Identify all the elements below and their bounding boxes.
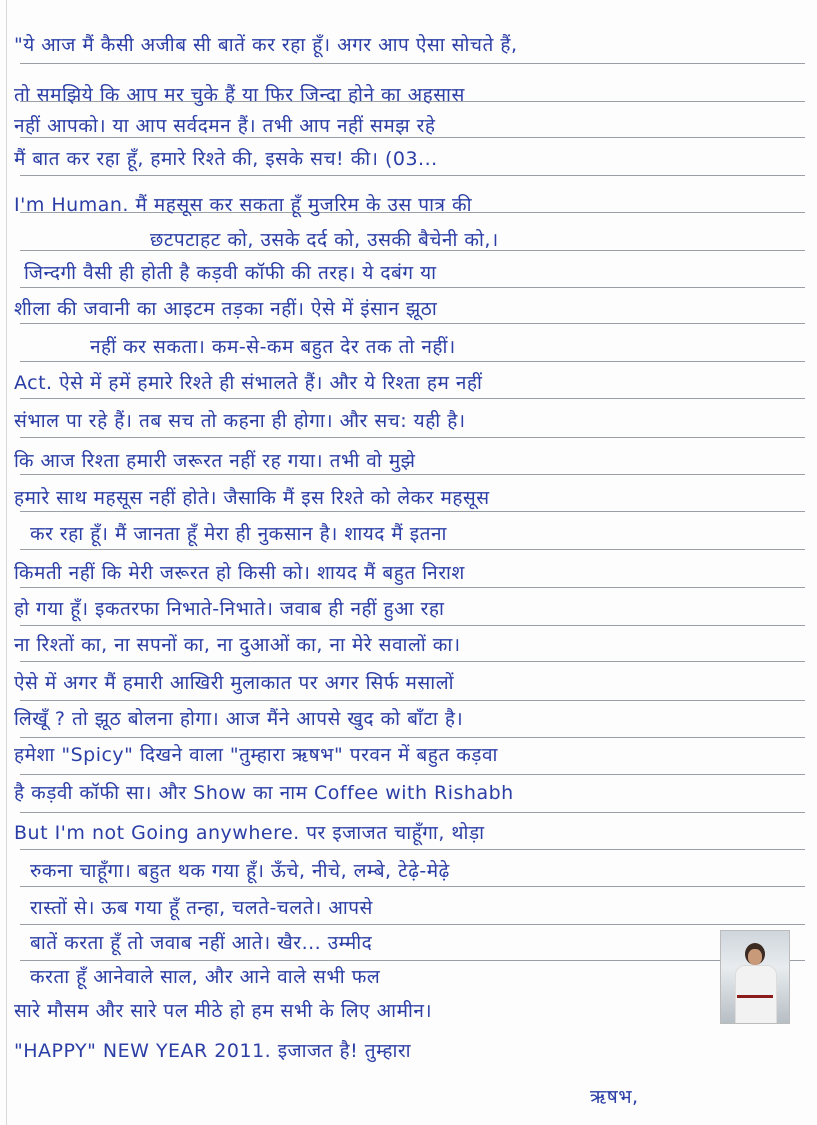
letter-line: मैं बात कर रहा हूँ, हमारे रिश्ते की, इसके सच! की। (03... <box>14 148 438 170</box>
letter-line: शीला की जवानी का आइटम तड़का नहीं। ऐसे में इंसान झूठा <box>14 298 438 320</box>
letter-line: संभाल पा रहे हैं। तब सच तो कहना ही होगा। और सच: यही है। <box>14 410 466 432</box>
letter-line: नहीं आपको। या आप सर्वदमन हैं। तभी आप नहीं समझ रहे <box>14 115 436 137</box>
letter-line: "ये आज मैं कैसी अजीब सी बातें कर रहा हूँ। अगर आप ऐसा सोचते हैं, <box>14 34 518 56</box>
letter-line: रास्तों से। ऊब गया हूँ तन्हा, चलते-चलते। आपसे <box>30 897 373 919</box>
letter-line: But I'm not Going anywhere. पर इजाजत चाहूँगा, थोड़ा <box>14 822 485 844</box>
letter-line: ऐसे में अगर मैं हमारी आखिरी मुलाकात पर अगर सिर्फ मसालों <box>14 672 454 694</box>
letter-line: "HAPPY" NEW YEAR 2011. इजाजत है! तुम्हारा <box>14 1040 412 1062</box>
letter-line: कर रहा हूँ। मैं जानता हूँ मेरा ही नुकसान है। शायद मैं इतना <box>30 523 447 545</box>
letter-line: जिन्दगी वैसी ही होती है कड़वी कॉफी की तरह। ये दबंग या <box>24 262 437 284</box>
letter-line: तो समझिये कि आप मर चुके हैं या फिर जिन्दा होने का अहसास <box>14 84 465 106</box>
letter-line: ना रिश्तों का, ना सपनों का, ना दुआओं का, ना मेरे सवालों का। <box>14 634 461 656</box>
letter-line: लिखूँ ? तो झूठ बोलना होगा। आज मैंने आपसे खुद को बाँटा है। <box>14 708 464 730</box>
letter-line: हो गया हूँ। इकतरफा निभाते-निभाते। जवाब ही नहीं हुआ रहा <box>14 598 445 620</box>
letter-line: हमारे साथ महसूस नहीं होते। जैसाकि मैं इस रिश्ते को लेकर महसूस <box>14 487 490 509</box>
letter-line: Act. ऐसे में हमें हमारे रिश्ते ही संभालते हैं। और ये रिश्ता हम नहीं <box>14 372 483 394</box>
letter-line: छटपटाहट को, उसके दर्द को, उसकी बैचेनी को,। <box>150 229 499 251</box>
letter-line: नहीं कर सकता। कम-से-कम बहुत देर तक तो नहीं। <box>90 336 456 358</box>
letter-line: I'm Human. मैं महसूस कर सकता हूँ मुजरिम के उस पात्र की <box>14 194 473 216</box>
letter-line: किमती नहीं कि मेरी जरूरत हो किसी को। शायद मैं बहुत निराश <box>14 562 465 584</box>
letter-signature: ऋषभ, <box>590 1086 639 1108</box>
letter-line: बातें करता हूँ तो जवाब नहीं आते। खैर... उम्मीद <box>30 932 373 954</box>
letter-line: कि आज रिश्ता हमारी जरूरत नहीं रह गया। तभी वो मुझे <box>14 450 416 472</box>
letter-line: रुकना चाहूँगा। बहुत थक गया हूँ। ऊँचे, नीचे, लम्बे, टेढ़े-मेढ़े <box>30 860 450 882</box>
letter-line: करता हूँ आनेवाले साल, और आने वाले सभी फल <box>30 966 381 988</box>
letter-line: हमेशा "Spicy" दिखने वाला "तुम्हारा ऋषभ" परवन में बहुत कड़वा <box>14 744 498 766</box>
letter-line: है कड़वी कॉफी सा। और Show का नाम Coffee with Rishabh <box>14 782 514 804</box>
portrait-photo <box>720 930 790 1024</box>
letter-line: सारे मौसम और सारे पल मीठे हो हम सभी के लिए आमीन। <box>14 1000 433 1022</box>
